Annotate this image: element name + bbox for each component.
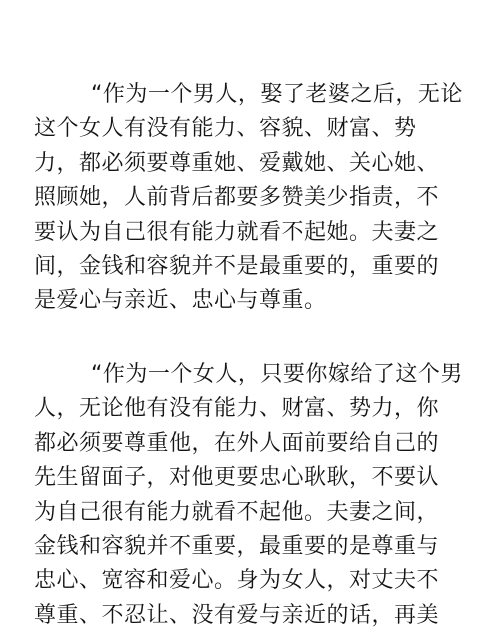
text-line: 金钱和容貌并不重要，最重要的是尊重与 — [34, 533, 440, 559]
text-line: 要认为自己很有能力就看不起她。夫妻之 — [34, 219, 440, 245]
text-line: 间，金钱和容貌并不是最重要的，重要的 — [34, 253, 440, 279]
text-line: 忠心、宽容和爱心。身为女人，对丈夫不 — [34, 568, 440, 594]
text-line: 是爱心与亲近、忠心与尊重。 — [34, 288, 327, 314]
text-line: 照顾她，人前背后都要多赞美少指责，不 — [34, 185, 440, 211]
text-line: 都必须要尊重他，在外人面前要给自己的 — [34, 430, 440, 456]
text-line: 尊重、不忍让、没有爱与亲近的话，再美 — [34, 602, 440, 628]
paragraph-husband — [34, 78, 463, 319]
text-line: 力，都必须要尊重她、爱戴她、关心她、 — [34, 150, 440, 176]
text-line: “作为一个女人，只要你嫁给了这个男 — [91, 362, 463, 387]
text-line: 人，无论他有没有能力、财富、势力，你 — [34, 396, 440, 422]
text-line: 这个女人有没有能力、容貌、财富、势 — [34, 116, 417, 142]
text-line: “作为一个男人，娶了老婆之后，无论 — [91, 82, 463, 107]
text-line: 先生留面子，对他更要忠心耿耿，不要认 — [34, 465, 440, 491]
text-line: 为自己很有能力就看不起他。夫妻之间， — [34, 499, 440, 525]
paragraph-wife — [34, 358, 463, 633]
